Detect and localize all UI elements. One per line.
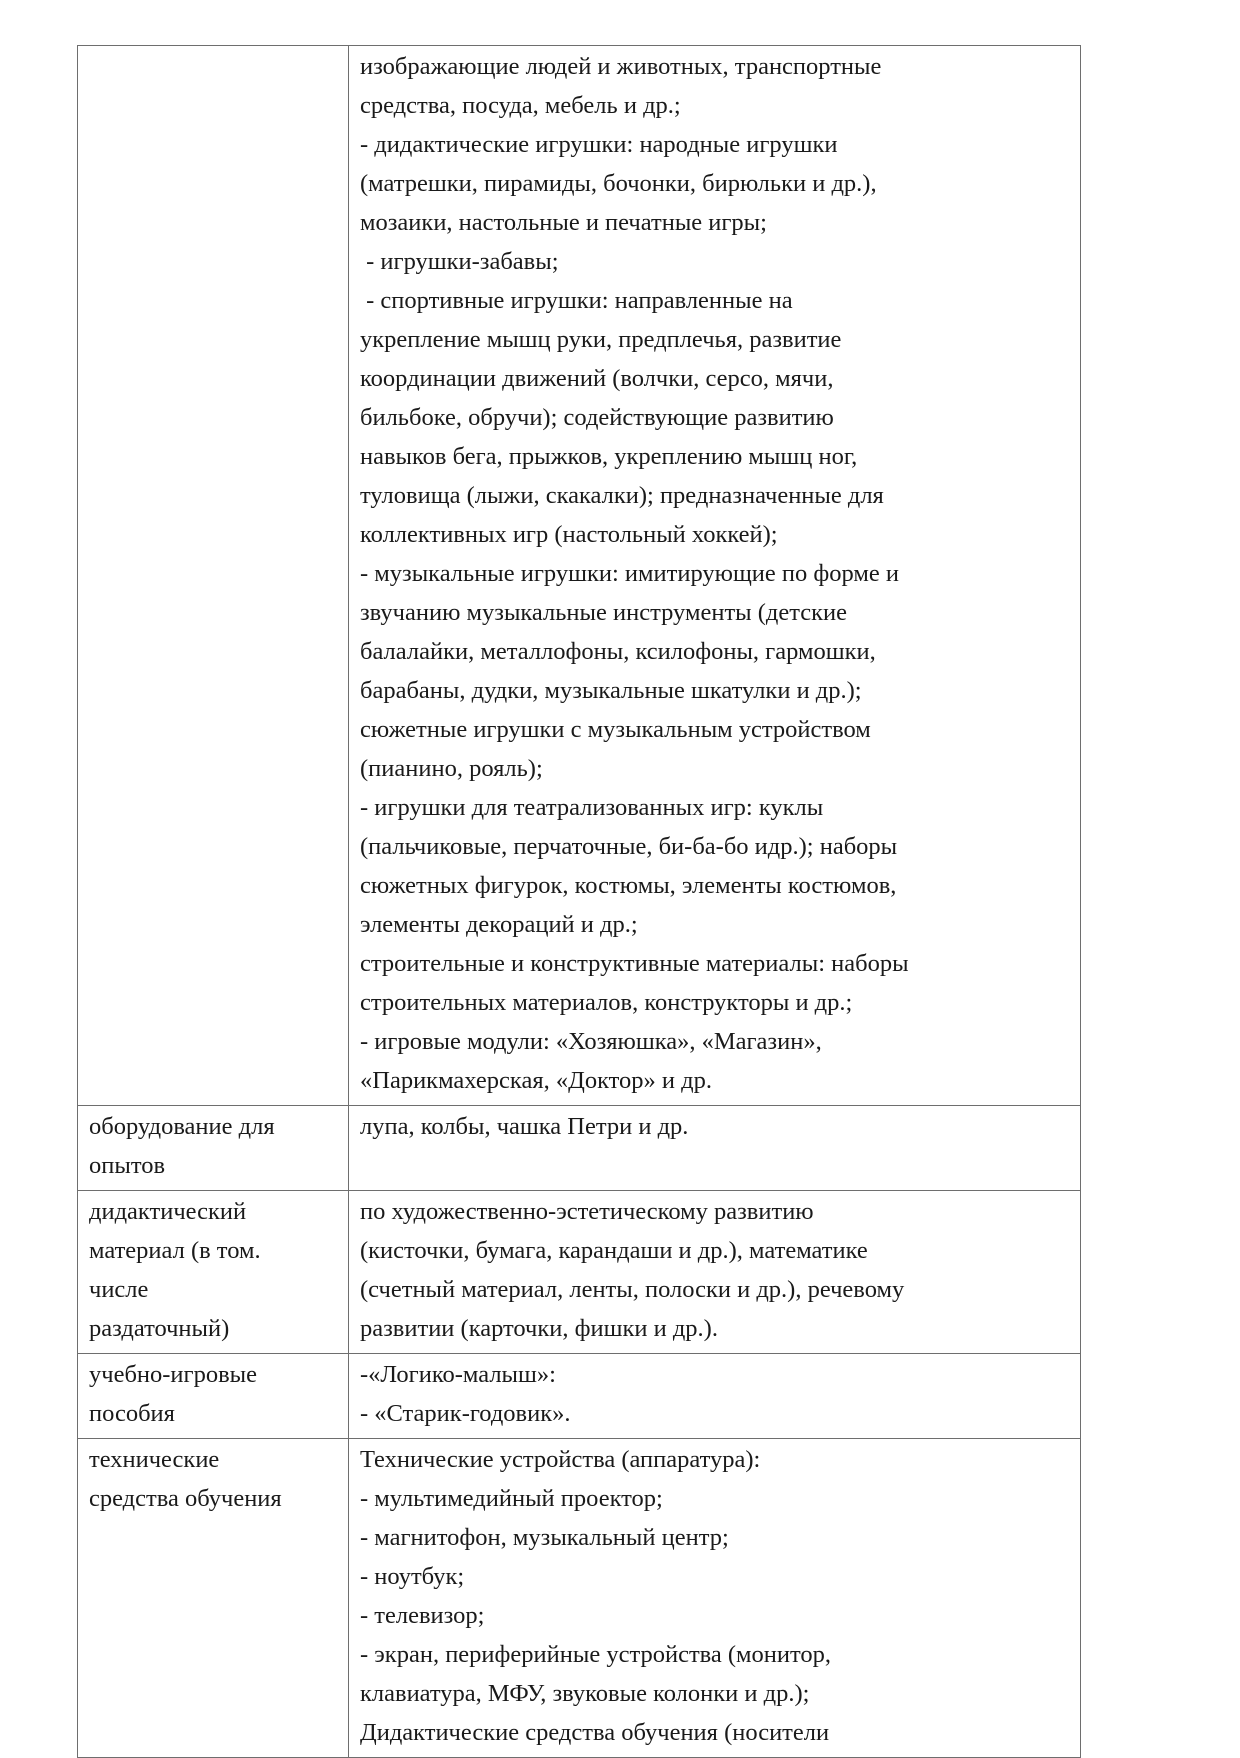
- description-line: - игрушки-забавы;: [360, 248, 559, 275]
- table-row: [78, 1191, 1081, 1354]
- description-line: - ноутбук;: [360, 1563, 465, 1590]
- description-line: навыков бега, прыжков, укреплению мышц ног,: [360, 443, 858, 470]
- description-line: - игровые модули: «Хозяюшка», «Магазин»,: [360, 1028, 822, 1055]
- description-line: - дидактические игрушки: народные игрушки: [360, 131, 838, 158]
- category-label-line: учебно-игровые: [89, 1361, 257, 1388]
- description-line: мозаики, настольные и печатные игры;: [360, 209, 767, 236]
- description-line: строительные и конструктивные материалы: наборы: [360, 950, 909, 977]
- description-line: - спортивные игрушки: направленные на: [360, 287, 793, 314]
- description-line: (пианино, рояль);: [360, 755, 543, 782]
- description-line: барабаны, дудки, музыкальные шкатулки и др.);: [360, 677, 862, 704]
- description-line: изображающие людей и животных, транспортные: [360, 53, 882, 80]
- resources-table: [77, 45, 1081, 1758]
- table-row: [78, 1106, 1081, 1191]
- description-line: Технические устройства (аппаратура):: [360, 1446, 761, 1473]
- category-cell: [78, 1439, 349, 1758]
- category-label-line: технические: [89, 1446, 220, 1473]
- category-cell: [78, 1191, 349, 1354]
- description-line: укрепление мышц руки, предплечья, развитие: [360, 326, 842, 353]
- description-line: - «Старик-годовик».: [360, 1400, 571, 1427]
- description-line: (матрешки, пирамиды, бочонки, бирюльки и др.),: [360, 170, 877, 197]
- description-line: Дидактические средства обучения (носители: [360, 1719, 830, 1746]
- category-cell: [78, 1354, 349, 1439]
- description-line: - игрушки для театрализованных игр: куклы: [360, 794, 824, 821]
- table-row: [78, 46, 1081, 1106]
- description-line: (счетный материал, ленты, полоски и др.), речевому: [360, 1276, 905, 1303]
- description-line: (пальчиковые, перчаточные, би-ба-бо идр.); наборы: [360, 833, 898, 860]
- resources-table-body: [78, 46, 1081, 1758]
- description-line: средства, посуда, мебель и др.;: [360, 92, 681, 119]
- category-label-line: оборудование для: [89, 1113, 275, 1140]
- category-label-line: раздаточный): [89, 1315, 230, 1342]
- category-label-line: материал (в том.: [89, 1237, 261, 1264]
- description-line: развитии (карточки, фишки и др.).: [360, 1315, 718, 1342]
- description-line: туловища (лыжи, скакалки); предназначенные для: [360, 482, 884, 509]
- description-line: - магнитофон, музыкальный центр;: [360, 1524, 729, 1551]
- description-line: координации движений (волчки, серсо, мячи,: [360, 365, 834, 392]
- description-line: - телевизор;: [360, 1602, 485, 1629]
- description-line: сюжетных фигурок, костюмы, элементы костюмов,: [360, 872, 897, 899]
- description-line: -«Логико-малыш»:: [360, 1361, 556, 1388]
- description-line: лупа, колбы, чашка Петри и др.: [360, 1113, 689, 1140]
- description-line: строительных материалов, конструкторы и др.;: [360, 989, 853, 1016]
- description-line: «Парикмахерская, «Доктор» и др.: [360, 1067, 712, 1094]
- category-cell: [78, 1106, 349, 1191]
- table-row: [78, 1439, 1081, 1758]
- category-cell: [78, 46, 349, 1106]
- description-line: - музыкальные игрушки: имитирующие по форме и: [360, 560, 900, 587]
- category-label-line: числе: [89, 1276, 149, 1303]
- category-label-line: средства обучения: [89, 1485, 282, 1512]
- description-line: бильбоке, обручи); содействующие развитию: [360, 404, 834, 431]
- description-line: по художественно-эстетическому развитию: [360, 1198, 814, 1225]
- description-line: - мультимедийный проектор;: [360, 1485, 663, 1512]
- description-cell: [349, 1439, 1081, 1758]
- description-cell: [349, 1191, 1081, 1354]
- description-line: элементы декораций и др.;: [360, 911, 638, 938]
- description-line: (кисточки, бумага, карандаши и др.), математике: [360, 1237, 868, 1264]
- table-row: [78, 1354, 1081, 1439]
- description-cell: [349, 1354, 1081, 1439]
- description-line: сюжетные игрушки с музыкальным устройством: [360, 716, 871, 743]
- description-cell: [349, 46, 1081, 1106]
- description-cell: [349, 1106, 1081, 1191]
- category-label-line: дидактический: [89, 1198, 247, 1225]
- category-label-line: пособия: [89, 1400, 175, 1427]
- description-line: - экран, периферийные устройства (монитор,: [360, 1641, 832, 1668]
- description-line: коллективных игр (настольный хоккей);: [360, 521, 778, 548]
- description-line: балалайки, металлофоны, ксилофоны, гармошки,: [360, 638, 876, 665]
- description-line: клавиатура, МФУ, звуковые колонки и др.);: [360, 1680, 810, 1707]
- description-line: звучанию музыкальные инструменты (детские: [360, 599, 847, 626]
- category-label-line: опытов: [89, 1152, 166, 1179]
